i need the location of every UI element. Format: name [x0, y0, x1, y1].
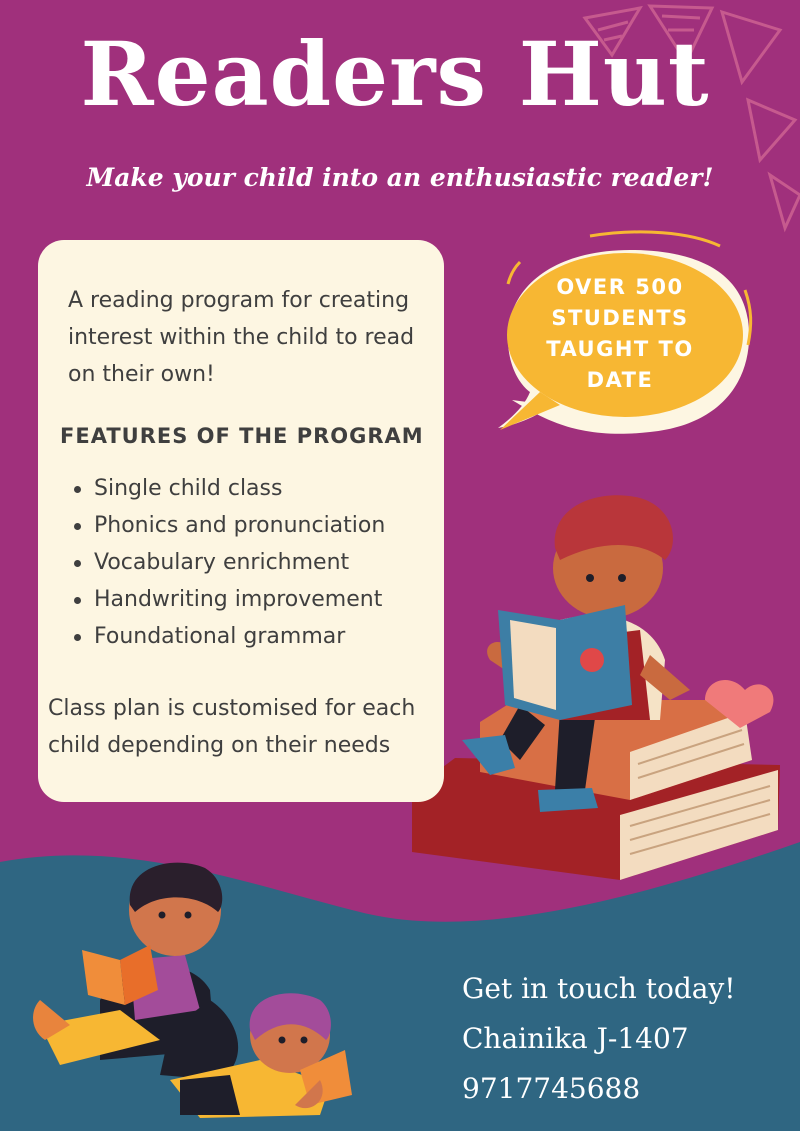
- contact-block: [462, 964, 782, 1114]
- poster-title: Readers Hut: [80, 22, 710, 126]
- program-info-card: [38, 240, 444, 802]
- students-count-badge: OVER 500 STUDENTS TAUGHT TO DATE: [546, 275, 694, 392]
- contact-phone: 9717745688: [462, 1072, 641, 1105]
- tagline: Make your child into an enthusiastic reader!: [86, 163, 714, 192]
- feature-item: [72, 507, 385, 544]
- feature-item: [72, 581, 385, 618]
- program-intro-text: A reading program for creating interest within the child to read on their own!: [68, 288, 415, 387]
- bullet-dot-icon: [74, 523, 81, 530]
- features-heading: FEATURES OF THE PROGRAM: [60, 424, 424, 448]
- features-list: [72, 470, 385, 655]
- feature-label: Vocabulary enrichment: [94, 550, 350, 575]
- feature-item: [72, 470, 385, 507]
- feature-label: Handwriting improvement: [94, 587, 383, 612]
- feature-item: [72, 618, 385, 655]
- feature-label: Single child class: [94, 476, 283, 501]
- bullet-dot-icon: [74, 560, 81, 567]
- bullet-dot-icon: [74, 486, 81, 493]
- bullet-dot-icon: [74, 597, 81, 604]
- feature-label: Foundational grammar: [94, 624, 346, 649]
- contact-name: Chainika J-1407: [462, 1022, 689, 1055]
- bullet-dot-icon: [74, 634, 81, 641]
- boy-reading-illustration: [412, 495, 780, 880]
- feature-label: Phonics and pronunciation: [94, 513, 386, 538]
- feature-item: [72, 544, 385, 581]
- contact-cta: Get in touch today!: [462, 972, 736, 1005]
- class-plan-text: Class plan is customised for each child depending on their needs: [48, 696, 416, 758]
